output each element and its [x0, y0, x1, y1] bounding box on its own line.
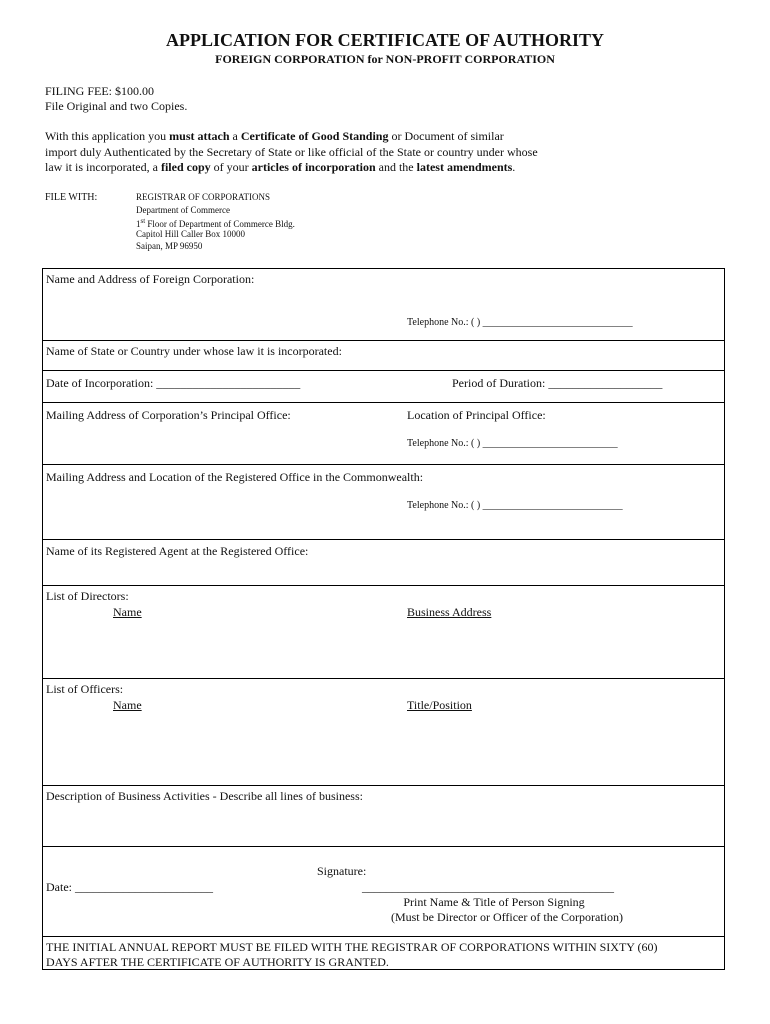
registrar-floor: 1st Floor of Department of Commerce Bldg.	[136, 217, 295, 229]
registrar-city: Saipan, MP 96950	[136, 241, 203, 251]
location-principal-field[interactable]: Location of Principal Office:	[407, 408, 546, 422]
divider	[42, 785, 725, 786]
officers-title-header: Title/Position	[407, 698, 472, 712]
divider	[42, 678, 725, 679]
registered-office-field[interactable]: Mailing Address and Location of the Registered Office in the Commonwealth:	[46, 470, 424, 484]
registrar-box: Capitol Hill Caller Box 10000	[136, 229, 245, 239]
file-with-label: FILE WITH:	[45, 192, 98, 203]
date-field[interactable]: Date: _______________________	[46, 880, 213, 894]
directors-address-header: Business Address	[407, 605, 492, 619]
signature-label: Signature:	[317, 864, 367, 878]
filing-fee: FILING FEE: $100.00	[45, 84, 154, 98]
notice-line-1: THE INITIAL ANNUAL REPORT MUST BE FILED WITH THE REGISTRAR OF CORPORATIONS WITHIN SIXTY (60)	[46, 940, 658, 954]
notice-line-2: DAYS AFTER THE CERTIFICATE OF AUTHORITY IS GRANTED.	[46, 955, 389, 969]
divider	[42, 464, 725, 465]
signature-line[interactable]: __________________________________________	[362, 880, 614, 894]
officers-name-header: Name	[113, 698, 142, 712]
instruction-line-3: law it is incorporated, a filed copy of your articles of incorporation and the latest amendments.	[45, 160, 516, 174]
business-activities-field[interactable]: Description of Business Activities - Describe all lines of business:	[46, 789, 363, 803]
divider	[42, 936, 725, 937]
officers-label: List of Officers:	[46, 682, 124, 696]
registered-agent-field[interactable]: Name of its Registered Agent at the Registered Office:	[46, 544, 309, 558]
telephone-field-2[interactable]: Telephone No.: ( ) ___________________________	[407, 438, 618, 449]
print-name-caption: Print Name & Title of Person Signing	[403, 895, 585, 909]
state-country-field[interactable]: Name of State or Country under whose law it is incorporated:	[46, 344, 342, 358]
copies-note: File Original and two Copies.	[45, 99, 188, 113]
telephone-field-3[interactable]: Telephone No.: ( ) ____________________________	[407, 500, 623, 511]
divider	[42, 585, 725, 586]
must-be-caption: (Must be Director or Officer of the Corporation)	[390, 910, 624, 924]
divider	[42, 846, 725, 847]
date-incorporation-field[interactable]: Date of Incorporation: ________________________	[46, 376, 301, 390]
instruction-line-2: import duly Authenticated by the Secretary of State or like official of the State or country under whose	[45, 145, 538, 159]
registrar-department: Department of Commerce	[136, 205, 230, 215]
directors-label: List of Directors:	[46, 589, 129, 603]
name-address-field[interactable]: Name and Address of Foreign Corporation:	[46, 272, 255, 286]
registrar-name: REGISTRAR OF CORPORATIONS	[136, 192, 271, 202]
form-title: APPLICATION FOR CERTIFICATE OF AUTHORITY	[165, 30, 605, 50]
form-frame	[42, 268, 725, 970]
form-subtitle: FOREIGN CORPORATION for NON-PROFIT CORPORATION	[215, 52, 555, 66]
divider	[42, 402, 725, 403]
telephone-field-1[interactable]: Telephone No.: ( ) ______________________________	[407, 317, 633, 328]
mailing-principal-field[interactable]: Mailing Address of Corporation’s Principal Office:	[46, 408, 291, 422]
directors-name-header: Name	[113, 605, 142, 619]
divider	[42, 370, 725, 371]
divider	[42, 268, 725, 269]
period-duration-field[interactable]: Period of Duration: ___________________	[452, 376, 663, 390]
divider	[42, 340, 725, 341]
divider	[42, 539, 725, 540]
instruction-line-1: With this application you must attach a Certificate of Good Standing or Document of similar	[45, 129, 504, 143]
